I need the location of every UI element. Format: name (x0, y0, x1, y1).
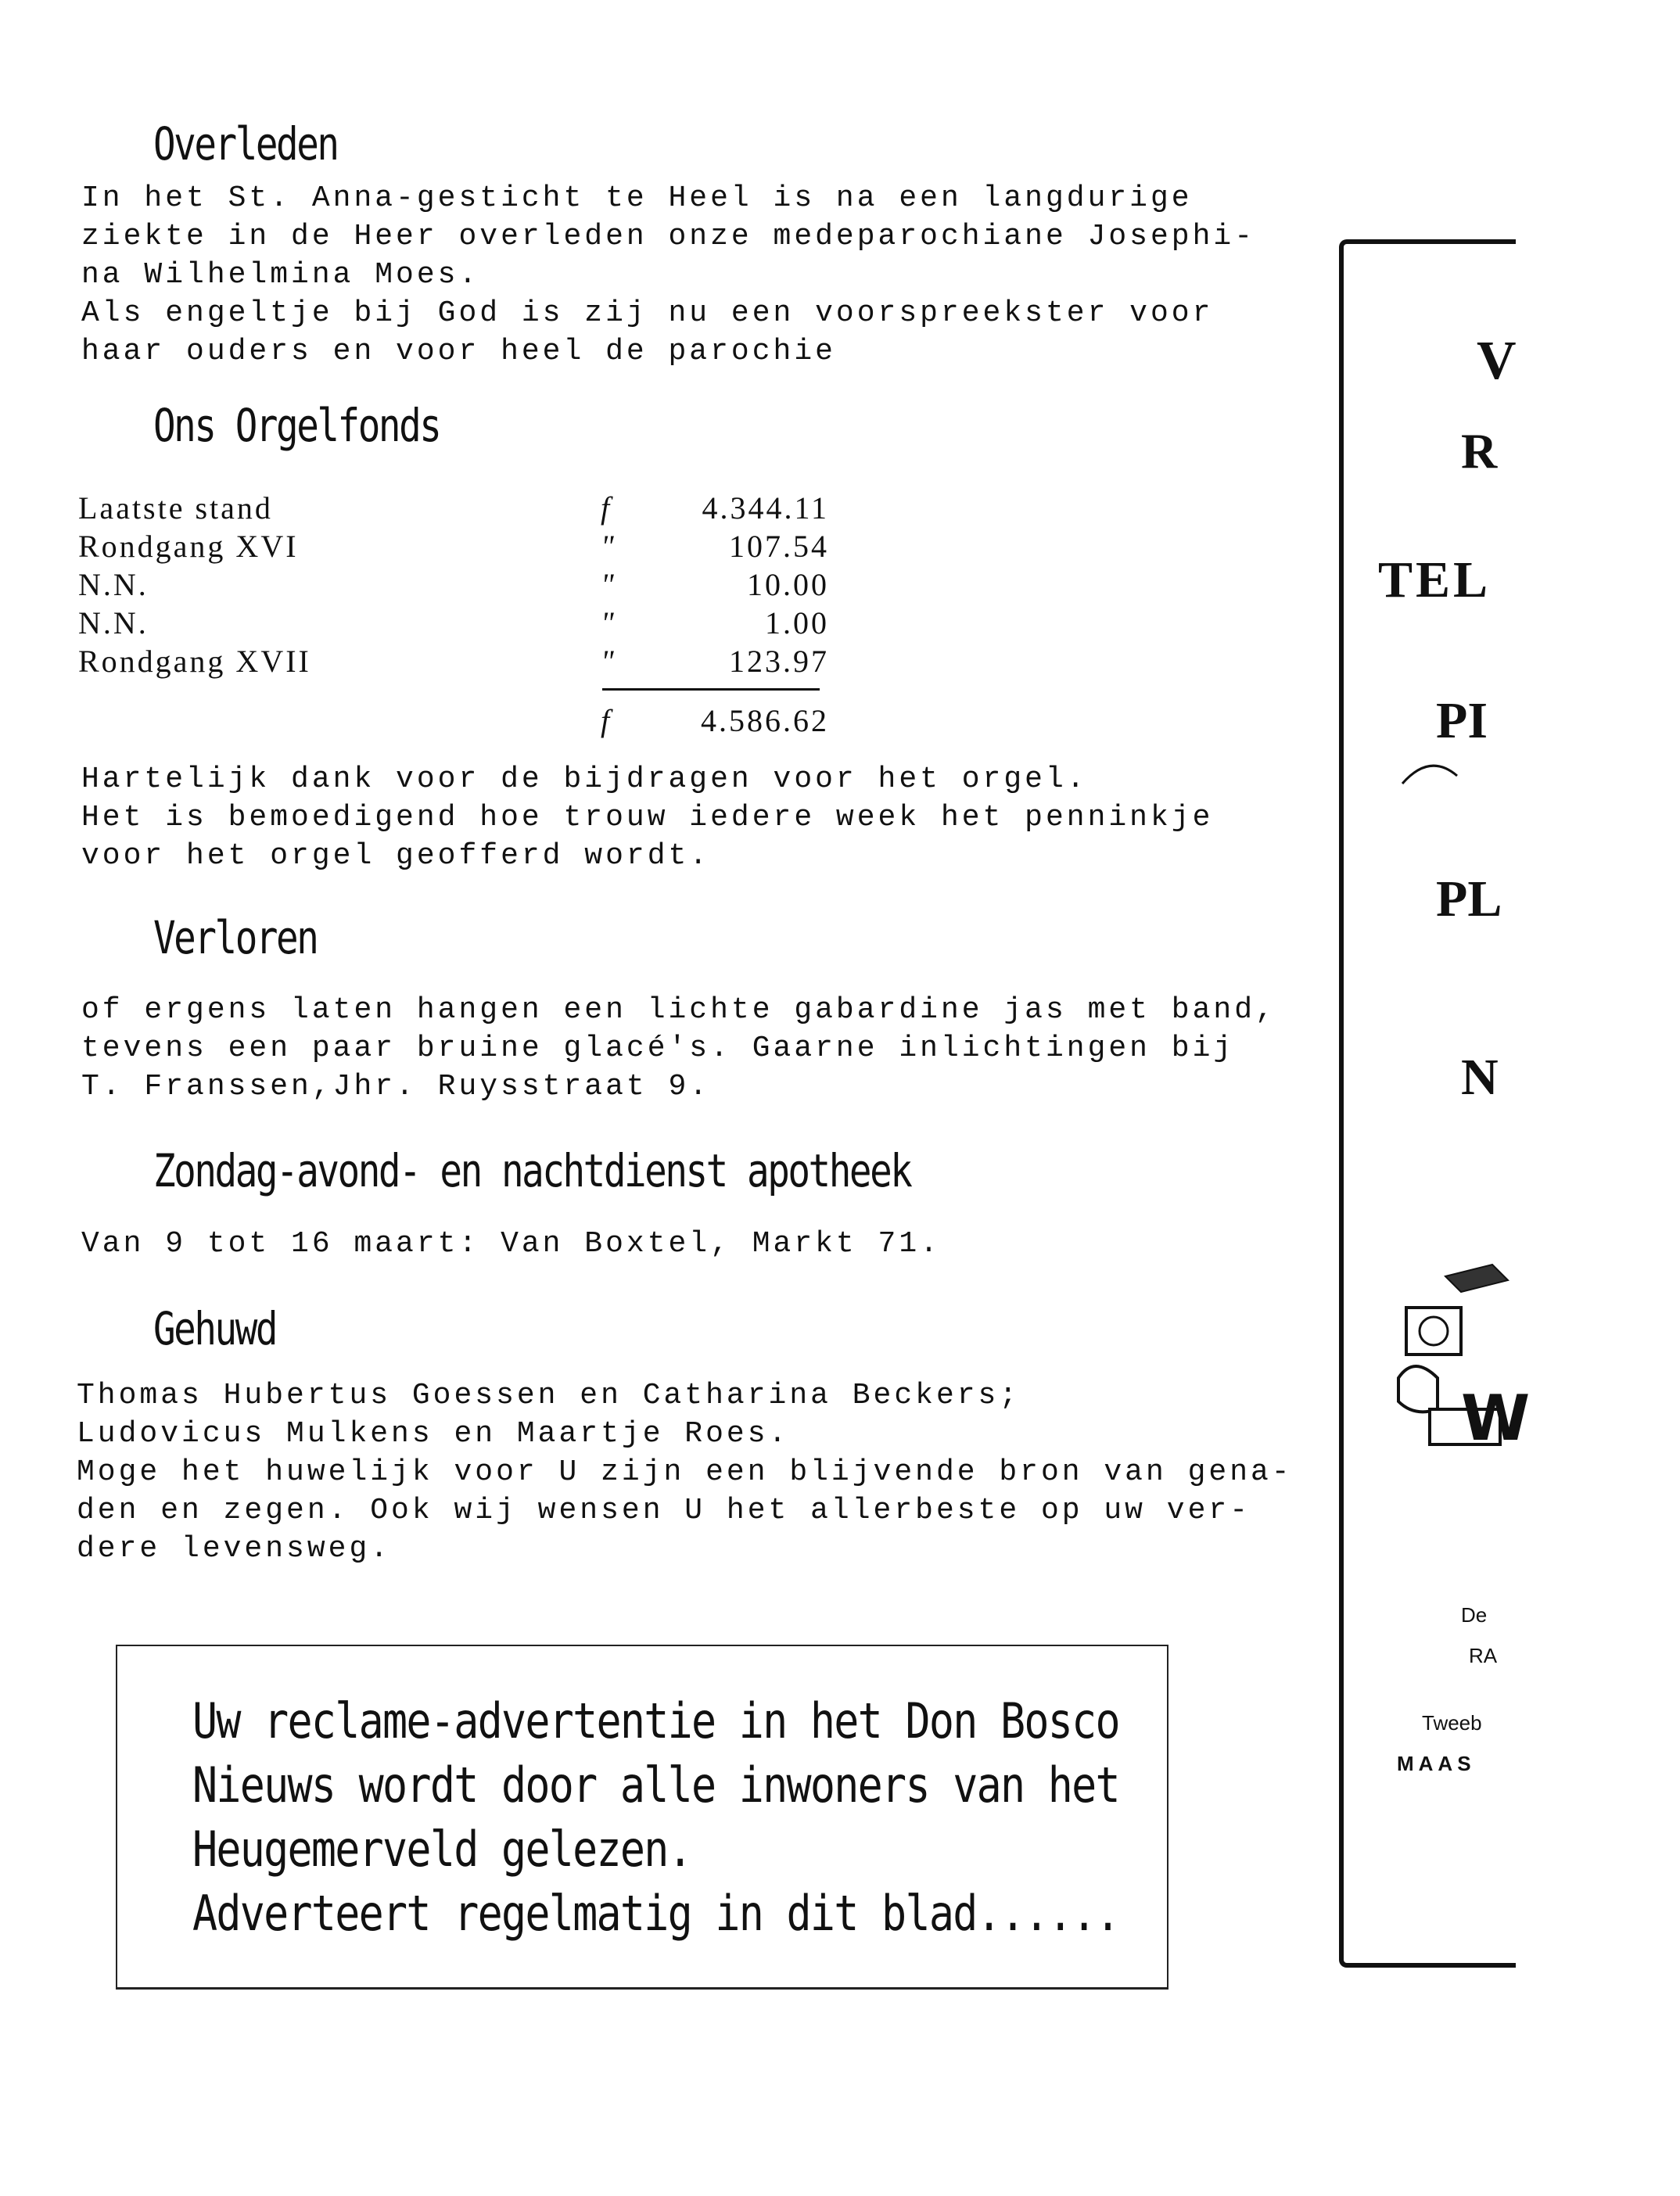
gehuwd-line: Moge het huwelijk voor U zijn een blijvende bron van gena- (77, 1455, 1293, 1489)
fund-amount: 4.344.11 (702, 490, 829, 526)
overleden-line: haar ouders en voor heel de parochie (81, 335, 836, 368)
panel-small-text: MAAS (1397, 1752, 1476, 1775)
fund-currency: " (601, 567, 616, 602)
thanks-line: Hartelijk dank voor de bijdragen voor het orgel. (81, 762, 1088, 796)
ad-line: Adverteert regelmatig in dit blad...... (192, 1885, 1119, 1942)
panel-small-text: De (1461, 1603, 1488, 1627)
fund-total-row (78, 702, 829, 741)
overleden-line: In het St. Anna-gesticht te Heel is na een langdurige (81, 181, 1193, 215)
apotheek-line: Van 9 tot 16 maart: Van Boxtel, Markt 71. (81, 1227, 941, 1261)
fund-row (78, 643, 829, 681)
ad-line: Nieuws wordt door alle inwoners van het (192, 1756, 1119, 1814)
fund-currency: " (601, 529, 616, 564)
thanks-line: Het is bemoedigend hoe trouw iedere week het penninkje (81, 801, 1214, 834)
fund-amount: 123.97 (729, 644, 829, 679)
heading-overleden: Overleden (153, 117, 338, 170)
overleden-line: ziekte in de Heer overleden onze medeparochiane Josephi- (81, 220, 1256, 253)
gehuwd-line: den en zegen. Ook wij wensen U het allerbeste op uw ver- (77, 1494, 1251, 1527)
panel-big-letter: R (1461, 423, 1498, 479)
overleden-line: Als engeltje bij God is zij nu een voorspreekster voor (81, 296, 1214, 330)
gehuwd-text (77, 1376, 1293, 1568)
fund-label: Laatste stand (78, 490, 273, 526)
fund-total-currency: f (601, 703, 612, 738)
panel-small-text: RA (1469, 1644, 1498, 1667)
fund-label: N.N. (78, 605, 149, 640)
heading-apotheek: Zondag-avond- en nachtdienst apotheek (153, 1144, 911, 1197)
panel-big-letter: PL (1436, 870, 1502, 928)
verloren-line: of ergens laten hangen een lichte gabardine jas met band, (81, 993, 1276, 1027)
overleden-text (81, 179, 1255, 371)
heading-gehuwd: Gehuwd (153, 1302, 277, 1355)
fund-label: Rondgang XVII (78, 644, 311, 679)
fund-amount: 107.54 (729, 529, 829, 564)
gehuwd-line: dere levensweg. (77, 1532, 392, 1566)
fund-row (78, 490, 829, 528)
arc-decoration-icon (1398, 752, 1461, 791)
gehuwd-line: Thomas Hubertus Goessen en Catharina Beckers; (77, 1379, 1021, 1412)
fund-total-amount: 4.586.62 (701, 703, 829, 738)
fund-amount: 10.00 (747, 567, 829, 602)
gehuwd-line: Ludovicus Mulkens en Maartje Roes. (77, 1417, 790, 1451)
panel-small-text: Tweeb (1422, 1711, 1482, 1735)
verloren-line: T. Franssen,Jhr. Ruysstraat 9. (81, 1070, 711, 1103)
advertisement-box (116, 1645, 1168, 1990)
verloren-line: tevens een paar bruine glacé's. Gaarne inlichtingen bij (81, 1032, 1235, 1065)
fund-currency: " (601, 605, 616, 640)
fund-row (78, 566, 829, 605)
fund-row (78, 605, 829, 643)
thanks-line: voor het orgel geofferd wordt. (81, 839, 711, 873)
orgelfonds-thanks (81, 760, 1213, 875)
fund-currency: f (601, 490, 612, 526)
ad-line: Uw reclame-advertentie in het Don Bosco (192, 1692, 1119, 1749)
apotheek-text (81, 1225, 941, 1263)
fund-label: Rondgang XVI (78, 529, 299, 564)
panel-big-letter: PI (1436, 692, 1488, 749)
heading-orgelfonds: Ons Orgelfonds (153, 399, 440, 452)
sum-rule (602, 688, 820, 691)
fund-currency: " (601, 644, 616, 679)
fund-row (78, 528, 829, 566)
heading-verloren: Verloren (153, 911, 318, 964)
cropped-advertisement-panel (1339, 239, 1531, 1968)
fund-label: N.N. (78, 567, 149, 602)
verloren-text (81, 991, 1276, 1106)
ad-line: Heugemerveld gelezen. (192, 1821, 692, 1878)
panel-big-letter: TEL (1378, 551, 1492, 608)
overleden-line: na Wilhelmina Moes. (81, 258, 480, 292)
panel-big-letter: N (1461, 1049, 1499, 1106)
panel-big-letter: V (1477, 331, 1517, 391)
advertisement-text (192, 1689, 1119, 1946)
panel-logo-letter: W (1461, 1382, 1531, 1455)
fund-amount: 1.00 (765, 605, 829, 640)
